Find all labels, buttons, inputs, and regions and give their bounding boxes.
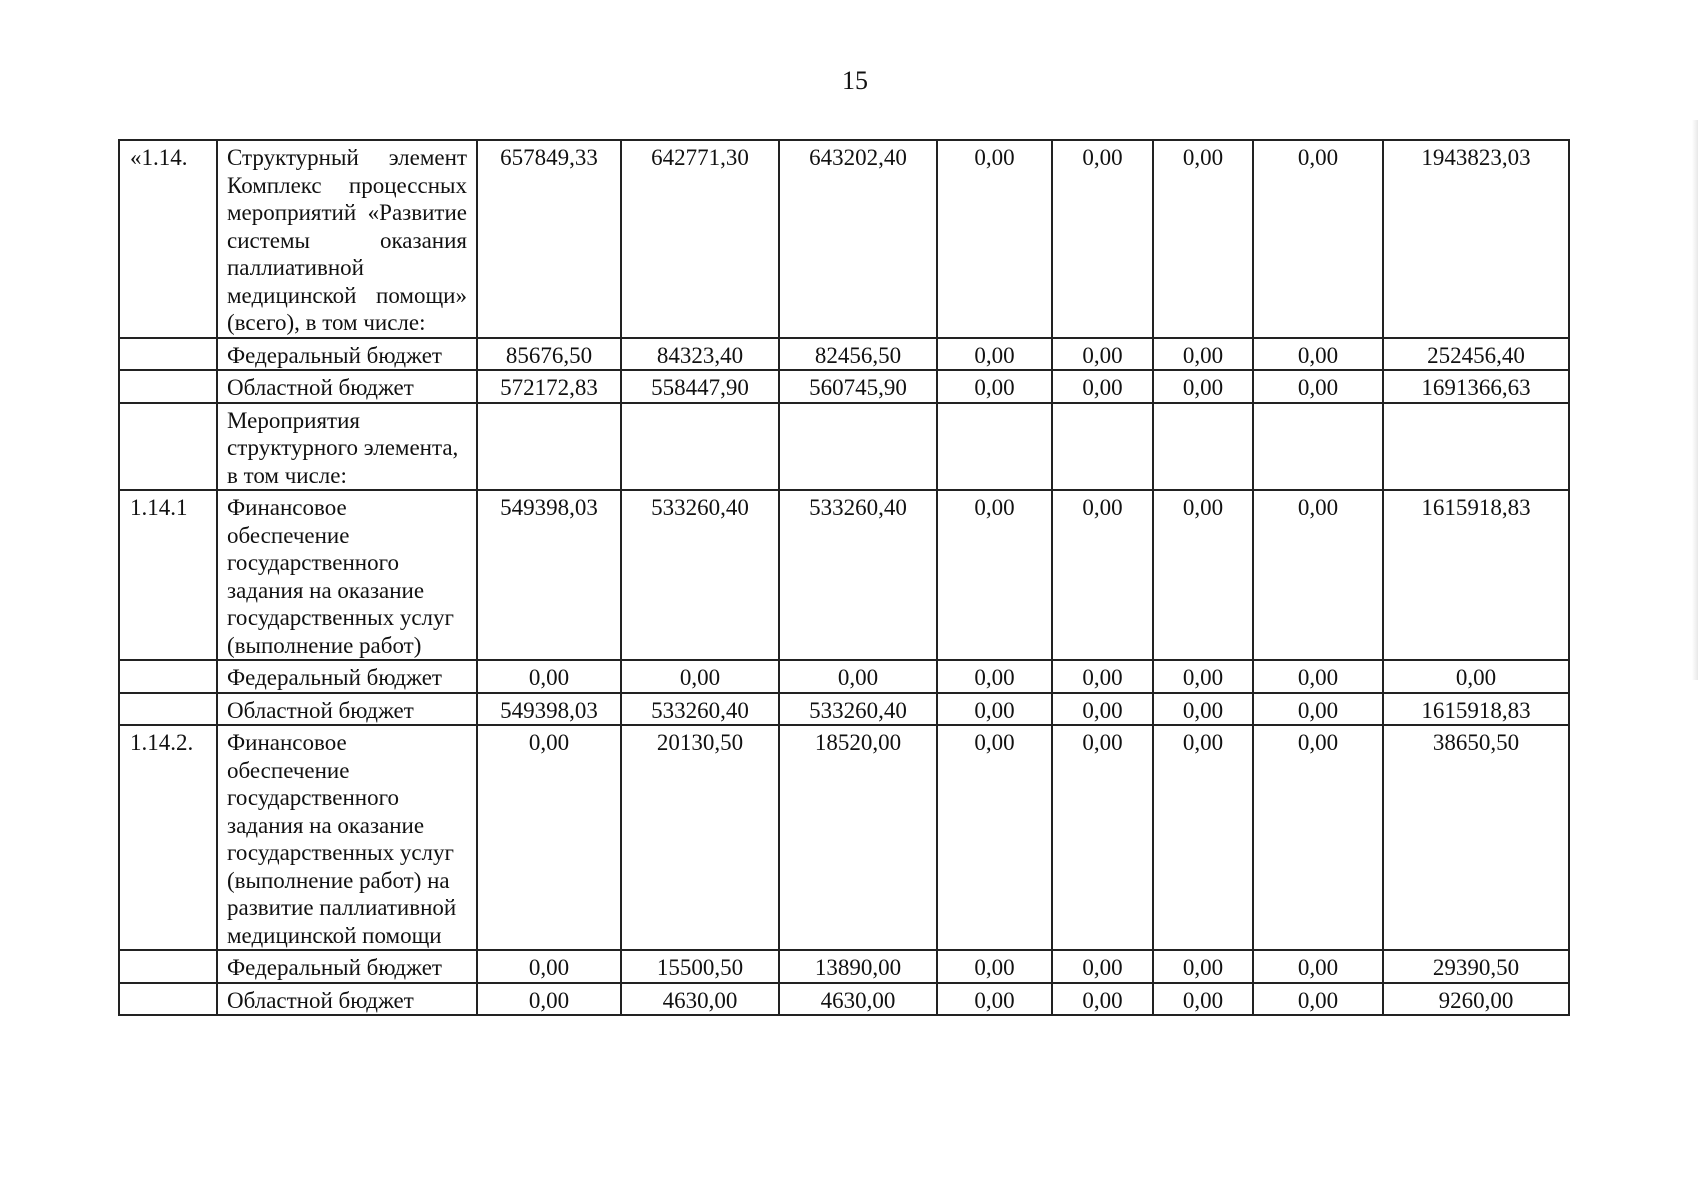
table-row — [119, 725, 1569, 950]
value-cell: 0,00 — [937, 950, 1052, 983]
row-code — [119, 950, 217, 983]
value-cell: 0,00 — [937, 660, 1052, 693]
table-row — [119, 660, 1569, 693]
value-cell: 0,00 — [477, 660, 621, 693]
value-cell: 0,00 — [1153, 338, 1253, 371]
table-row — [119, 490, 1569, 660]
row-name: Мероприятия структурного элемента, в том числе: — [217, 403, 477, 491]
value-cell — [1052, 403, 1153, 491]
value-cell: 84323,40 — [621, 338, 779, 371]
value-cell: 0,00 — [937, 693, 1052, 726]
row-code: 1.14.2. — [119, 725, 217, 950]
value-cell: 0,00 — [1253, 490, 1383, 660]
value-cell: 18520,00 — [779, 725, 937, 950]
row-code — [119, 338, 217, 371]
value-cell: 0,00 — [1052, 725, 1153, 950]
value-cell — [937, 403, 1052, 491]
value-cell: 0,00 — [937, 983, 1052, 1016]
total-cell: 252456,40 — [1383, 338, 1569, 371]
value-cell: 533260,40 — [779, 693, 937, 726]
value-cell: 0,00 — [1253, 140, 1383, 338]
value-cell: 4630,00 — [621, 983, 779, 1016]
value-cell: 20130,50 — [621, 725, 779, 950]
value-cell: 0,00 — [1052, 338, 1153, 371]
row-code — [119, 370, 217, 403]
value-cell: 85676,50 — [477, 338, 621, 371]
row-code — [119, 660, 217, 693]
row-name: Финансовое обеспечение государственного задания на оказание государственных услуг (выполнение работ) на развитие паллиативной медицинской помощи — [217, 725, 477, 950]
total-cell: 1615918,83 — [1383, 490, 1569, 660]
table-row — [119, 983, 1569, 1016]
value-cell: 642771,30 — [621, 140, 779, 338]
value-cell: 0,00 — [1052, 660, 1153, 693]
value-cell: 0,00 — [1253, 983, 1383, 1016]
value-cell: 15500,50 — [621, 950, 779, 983]
value-cell: 0,00 — [1253, 660, 1383, 693]
page-number: 15 — [842, 66, 868, 95]
value-cell: 0,00 — [937, 338, 1052, 371]
table-row — [119, 403, 1569, 491]
table-row — [119, 338, 1569, 371]
budget-table — [118, 139, 1570, 1016]
value-cell: 0,00 — [1153, 950, 1253, 983]
value-cell: 558447,90 — [621, 370, 779, 403]
row-name: Федеральный бюджет — [217, 950, 477, 983]
value-cell: 4630,00 — [779, 983, 937, 1016]
value-cell: 0,00 — [1153, 140, 1253, 338]
row-name: Областной бюджет — [217, 983, 477, 1016]
row-name: Федеральный бюджет — [217, 660, 477, 693]
total-cell: 38650,50 — [1383, 725, 1569, 950]
total-cell: 1615918,83 — [1383, 693, 1569, 726]
value-cell: 533260,40 — [779, 490, 937, 660]
value-cell: 0,00 — [477, 950, 621, 983]
total-cell: 1691366,63 — [1383, 370, 1569, 403]
total-cell: 9260,00 — [1383, 983, 1569, 1016]
value-cell: 0,00 — [477, 725, 621, 950]
value-cell: 0,00 — [621, 660, 779, 693]
value-cell: 0,00 — [1253, 950, 1383, 983]
value-cell: 0,00 — [1253, 370, 1383, 403]
row-name: Структурный элемент Комплекс процессных мероприятий «Развитие системы оказания паллиативной медицинской помощи» (всего), в том числе: — [217, 140, 477, 338]
row-code — [119, 983, 217, 1016]
row-code: 1.14.1 — [119, 490, 217, 660]
row-name: Федеральный бюджет — [217, 338, 477, 371]
value-cell: 0,00 — [477, 983, 621, 1016]
value-cell: 0,00 — [1153, 490, 1253, 660]
value-cell: 549398,03 — [477, 490, 621, 660]
value-cell: 0,00 — [937, 725, 1052, 950]
table-row — [119, 140, 1569, 338]
value-cell: 0,00 — [779, 660, 937, 693]
value-cell: 0,00 — [1253, 338, 1383, 371]
value-cell: 0,00 — [1153, 660, 1253, 693]
total-cell: 0,00 — [1383, 660, 1569, 693]
value-cell: 0,00 — [1153, 693, 1253, 726]
row-code: «1.14. — [119, 140, 217, 338]
value-cell — [477, 403, 621, 491]
value-cell: 533260,40 — [621, 490, 779, 660]
total-cell: 1943823,03 — [1383, 140, 1569, 338]
value-cell: 0,00 — [937, 140, 1052, 338]
value-cell — [1253, 403, 1383, 491]
value-cell: 0,00 — [1052, 950, 1153, 983]
value-cell: 0,00 — [1153, 983, 1253, 1016]
value-cell: 0,00 — [1253, 693, 1383, 726]
value-cell: 643202,40 — [779, 140, 937, 338]
value-cell: 0,00 — [1052, 983, 1153, 1016]
table-row — [119, 370, 1569, 403]
value-cell: 572172,83 — [477, 370, 621, 403]
value-cell — [1153, 403, 1253, 491]
value-cell: 657849,33 — [477, 140, 621, 338]
value-cell — [779, 403, 937, 491]
value-cell: 560745,90 — [779, 370, 937, 403]
value-cell: 13890,00 — [779, 950, 937, 983]
table-row — [119, 950, 1569, 983]
value-cell: 82456,50 — [779, 338, 937, 371]
value-cell: 549398,03 — [477, 693, 621, 726]
value-cell: 0,00 — [1052, 370, 1153, 403]
row-code — [119, 403, 217, 491]
value-cell — [621, 403, 779, 491]
row-name: Областной бюджет — [217, 693, 477, 726]
row-name: Финансовое обеспечение государственного задания на оказание государственных услуг (выполнение работ) — [217, 490, 477, 660]
value-cell: 0,00 — [1153, 370, 1253, 403]
value-cell: 0,00 — [1253, 725, 1383, 950]
value-cell: 0,00 — [1052, 140, 1153, 338]
scan-edge — [1692, 120, 1698, 680]
total-cell — [1383, 403, 1569, 491]
table-row — [119, 693, 1569, 726]
value-cell: 533260,40 — [621, 693, 779, 726]
value-cell: 0,00 — [937, 370, 1052, 403]
value-cell: 0,00 — [937, 490, 1052, 660]
row-name: Областной бюджет — [217, 370, 477, 403]
value-cell: 0,00 — [1052, 490, 1153, 660]
row-code — [119, 693, 217, 726]
value-cell: 0,00 — [1052, 693, 1153, 726]
value-cell: 0,00 — [1153, 725, 1253, 950]
total-cell: 29390,50 — [1383, 950, 1569, 983]
